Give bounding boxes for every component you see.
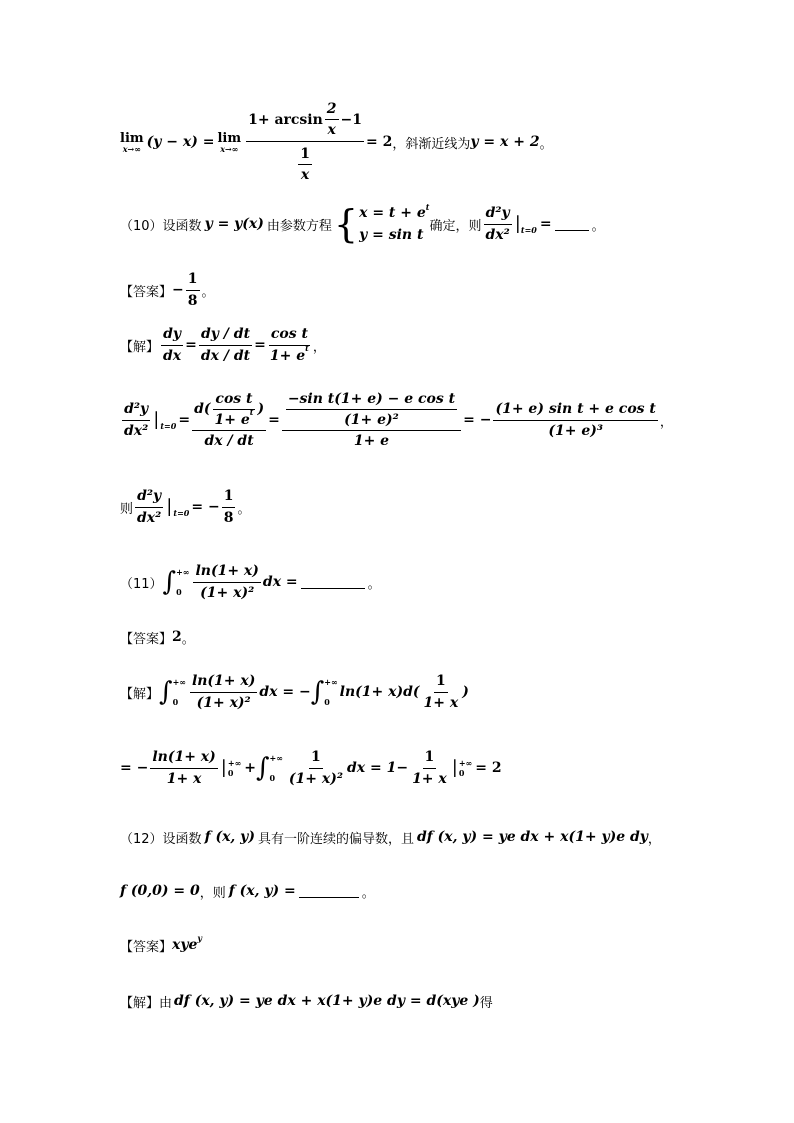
solution-label: 【解】 [120,686,160,702]
function-expression: y = y(x) [204,216,264,232]
answer-10: 【答案】 − $\frac{1}{8}$ 。 [120,271,215,309]
question-number: （12） [120,831,163,847]
differential-expression: df (x, y) = ye dx + x(1+ y)e dy [416,829,648,845]
question-number: （11） [120,576,163,592]
answer-label: 【答案】 [120,939,173,955]
question-12: （12） 设函数 f (x, y) 具有一阶连续的偏导数，且 df (x, y) = ye dx + x(1+ y)e dy ， [120,829,661,847]
limit-fraction: 1+ arcsin $\frac{2}{x}$ −1 $\frac{1}{x}$ [248,101,363,183]
solution-10-line-2: $\frac{\text{d²y}}{\text{dx²}}$ | t=0 = d( cos t 1+ e t ) dx / dt = $\frac{\frac{\text{−sin t(1+ e) − e cos t}}{\text{(1+ e)²}}}{1+ e}$ = − $\frac{\text{(1+ e) sin t + e cos t}}{\text{(1+ e)³}}$ ， [124,390,673,450]
solution-label: 【解】 [120,339,160,355]
asymptote-equation: y = x + 2 [470,134,540,150]
question-12-line-2: f (0,0) = 0 ，则 f (x, y) = 。 [120,883,375,901]
answer-blank [555,218,589,231]
answer-label: 【答案】 [120,631,173,647]
answer-blank [301,576,365,589]
answer-value: xye [172,937,198,953]
question-number: （10） [120,218,163,234]
solution-label: 【解】由 [120,995,173,1011]
solution-12: 【解】由 df (x, y) = ye dx + x(1+ y)e dy = d(xye ) 得 [120,993,493,1011]
answer-value: 2 [172,629,182,645]
answer-11: 【答案】 2 。 [120,629,195,647]
question-11: （11） ∫ +∞ 0 $\frac{\ln(1+ x)}{\text{(1+ x)²}}$ dx = 。 [120,563,381,601]
asymptote-text: ，斜渐近线为 [392,136,471,152]
limit-expression: (y − x) = [146,134,215,150]
solution-10-line-3: 则 $\frac{\text{d²y}}{\text{dx²}}$ | t=0 = − $\frac{1}{8}$ 。 [120,488,251,526]
asymptote-line: lim x→∞ (y − x) = lim x→∞ 1+ arcsin $\frac{2}{x}$ −1 $\frac{1}{x}$ = 2 ，斜渐近线为 y = x + 2 。 [120,101,553,183]
solution-11-line-2: = − $\frac{\ln(1+ x)}{1+ x}$ | +∞ 0 + ∫ +∞ 0 $\frac{1}{\text{(1+ x)²}}$ dx = 1− $\frac{1}{1+ x}$ | +∞ 0 = 2 [120,749,502,787]
integral-sign: ∫ +∞ 0 [162,567,190,597]
parametric-system: { $x = t + e^t$ y = sin t [333,201,430,246]
question-10: （10） 设函数 y = y(x) 由参数方程 { $x = t + e^t$ y = sin t 确定，则 $\frac{\text{d²y}}{\text{dx²}}$ | t=0 = 。 [120,201,605,246]
limit-result: = 2 [366,134,393,150]
limit-operator: lim x→∞ [120,130,144,154]
answer-label: 【答案】 [120,284,173,300]
solution-10-line-1: 【解】 $\frac{dy}{dx}$ = $\frac{dy / dt}{dx / dt}$ = cos t 1+ e t ， [120,326,326,364]
answer-blank [299,885,359,898]
differential-expression: df (x, y) = ye dx + x(1+ y)e dy = d(xye ) [174,993,480,1009]
second-derivative: $\frac{\text{d²y}}{\text{dx²}}$ [485,205,510,243]
answer-value: $\frac{1}{8}$ [187,271,198,309]
solution-11-line-1: 【解】 ∫ +∞ 0 $\frac{\ln(1+ x)}{\text{(1+ x)²}}$ dx = − ∫ +∞ 0 ln(1+ x)d( $\frac{1}{1+ x}$ ) [120,673,469,711]
answer-12: 【答案】 xye y [120,933,203,955]
limit-operator-2: lim x→∞ [217,130,242,154]
